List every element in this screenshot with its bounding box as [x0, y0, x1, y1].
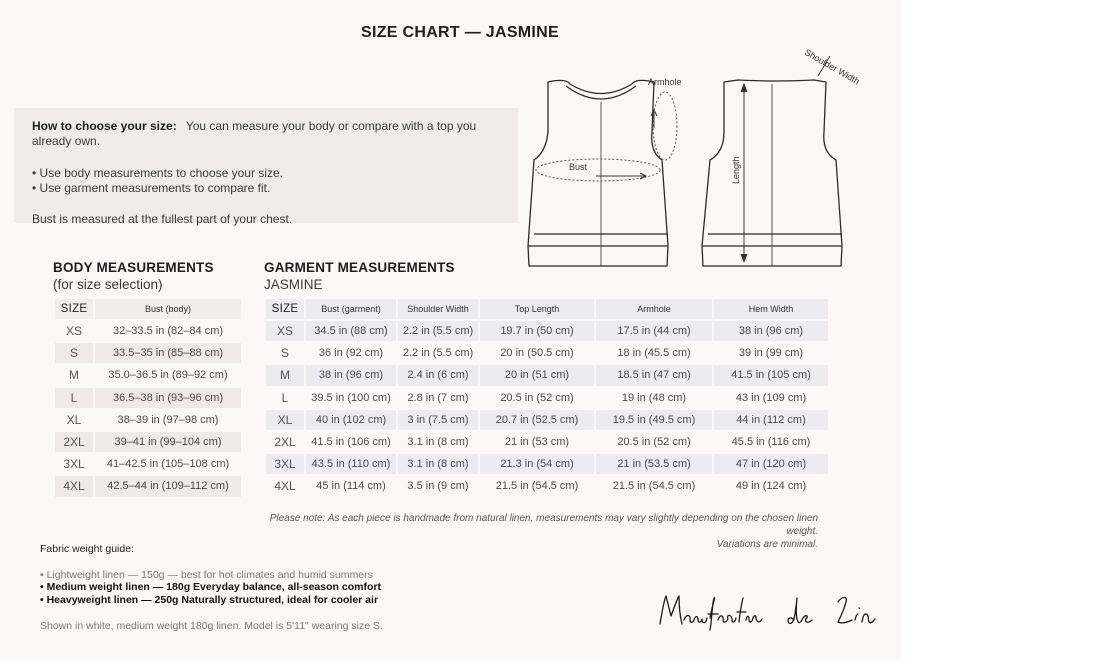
- table-row: [55, 365, 241, 385]
- shoulder-width-cell: 3 in (7.5 cm): [398, 410, 478, 430]
- table-row: [55, 388, 241, 408]
- top-length-cell: 20.7 in (52.5 cm): [480, 410, 594, 430]
- shoulder-width-cell: 2.8 in (7 cm): [407, 391, 469, 404]
- size-cell: XS: [266, 321, 304, 341]
- hem-width-cell: 39 in (99 cm): [738, 347, 804, 360]
- table-row: [55, 432, 241, 452]
- top-length-cell: 21.3 in (54 cm): [480, 454, 594, 474]
- armhole-cell: 17.5 in (44 cm): [596, 321, 712, 341]
- bust-garment-cell: 39.5 in (100 cm): [311, 391, 391, 404]
- column-header: SIZE: [55, 299, 93, 319]
- top-length-cell: 21 in (53 cm): [504, 436, 570, 449]
- size-cell: 2XL: [55, 432, 93, 452]
- fabric-weight-guide: [40, 543, 383, 633]
- fabric-light-item: • Lightweight linen — 150g — best for hot climates and humid summers: [40, 568, 373, 581]
- bust-garment-cell: 41.5 in (106 cm): [311, 436, 391, 449]
- howto-lead: How to choose your size:: [32, 119, 177, 133]
- table-row: [266, 410, 828, 430]
- table-row: [55, 321, 241, 341]
- armhole-cell: 18 in (45.5 cm): [617, 347, 691, 360]
- hem-width-cell: 43 in (109 cm): [735, 391, 807, 404]
- howto-bullet: • Use garment measurements to compare fit.: [32, 181, 271, 195]
- size-cell: 4XL: [274, 479, 296, 494]
- hem-width-cell: 49 in (124 cm): [735, 480, 807, 493]
- top-length-cell: 19.7 in (50 cm): [480, 321, 594, 341]
- howto-intro-line: [32, 119, 518, 149]
- armhole-cell: 19.5 in (49.5 cm): [596, 410, 712, 430]
- table-row: [266, 476, 828, 496]
- hem-width-cell: 38 in (96 cm): [714, 321, 828, 341]
- page-title: SIZE CHART — JASMINE: [360, 24, 559, 41]
- shoulder-width-cell: 2.2 in (5.5 cm): [402, 347, 474, 360]
- bust-body-cell: 35.0–36.5 in (89–92 cm): [108, 369, 228, 382]
- table-row: [266, 388, 828, 408]
- bust-garment-cell: 45 in (114 cm): [316, 480, 386, 493]
- garment-measurements-subtitle: JASMINE: [264, 277, 323, 292]
- bust-garment-cell: 36 in (92 cm): [318, 347, 384, 360]
- armhole-label: Armhole: [648, 77, 682, 87]
- body-measurements-subtitle: (for size selection): [53, 277, 163, 292]
- armhole-cell: 21.5 in (54.5 cm): [612, 480, 696, 493]
- table-row: [266, 321, 828, 341]
- shoulder-width-label: Shoulder Width: [803, 47, 862, 87]
- size-cell: XL: [66, 412, 82, 427]
- bust-garment-cell: 38 in (96 cm): [306, 365, 396, 385]
- bust-body-cell: 38–39 in (97–98 cm): [117, 413, 219, 426]
- table-row: [55, 410, 241, 430]
- garment-measurements-title: GARMENT MEASUREMENTS: [264, 260, 455, 275]
- bust-body-cell: 41–42.5 in (105–108 cm): [106, 458, 230, 471]
- bust-garment-cell: 34.5 in (88 cm): [306, 321, 396, 341]
- bust-body-cell: 42.5–44 in (109–112 cm): [95, 476, 241, 496]
- top-length-cell: 21.5 in (54.5 cm): [495, 480, 579, 493]
- column-header: SIZE: [266, 299, 304, 319]
- top-length-cell: 20.5 in (52 cm): [500, 391, 574, 404]
- size-cell: L: [55, 388, 93, 408]
- bust-garment-cell: 43.5 in (110 cm): [306, 454, 396, 474]
- shown-in-note: Shown in white, medium weight 180g linen. Model is 5'11" wearing size S.: [40, 620, 383, 632]
- table-row: [266, 454, 828, 474]
- bust-body-cell: 32–33.5 in (82–84 cm): [112, 325, 224, 338]
- shoulder-width-cell: 2.2 in (5.5 cm): [398, 321, 478, 341]
- body-measurements-title: BODY MEASUREMENTS: [53, 260, 214, 275]
- top-length-cell: 20 in (50.5 cm): [500, 347, 574, 360]
- shoulder-width-cell: 3.5 in (9 cm): [407, 480, 469, 493]
- bust-label: Bust: [569, 162, 588, 172]
- shoulder-width-cell: 3.1 in (8 cm): [407, 436, 469, 449]
- column-header: Shoulder Width: [398, 299, 478, 319]
- column-header: Bust (body): [95, 299, 241, 319]
- size-cell: S: [55, 343, 93, 363]
- armhole-cell: 21 in (53.5 cm): [596, 454, 712, 474]
- size-cell: M: [69, 368, 79, 383]
- size-cell: L: [281, 390, 289, 405]
- column-header: Armhole: [596, 299, 712, 319]
- note-line: Please note: As each piece is handmade from natural linen, measurements may vary slightly depending on the chosen linen weight.: [269, 513, 818, 537]
- fabric-heavy-item: • Heavyweight linen — 250g Naturally structured, ideal for cooler air: [40, 593, 379, 606]
- size-cell: S: [280, 346, 289, 361]
- column-header: Hem Width: [714, 299, 828, 319]
- hem-width-cell: 47 in (120 cm): [714, 454, 828, 474]
- how-to-choose-box: [14, 108, 518, 226]
- bust-garment-cell: 40 in (102 cm): [306, 410, 396, 430]
- garment-measurements-table: [264, 297, 830, 499]
- garment-diagram: [526, 46, 876, 276]
- hem-width-cell: 44 in (112 cm): [714, 410, 828, 430]
- body-measurements-table: [53, 297, 243, 499]
- table-row: [55, 454, 241, 474]
- fabric-medium-item: • Medium weight linen — 180g Everyday balance, all-season comfort: [40, 581, 381, 593]
- armhole-cell: 18.5 in (47 cm): [596, 365, 712, 385]
- size-cell: 3XL: [63, 457, 85, 472]
- size-cell: M: [266, 365, 304, 385]
- table-row: [266, 365, 828, 385]
- howto-bullet: • Use body measurements to choose your size.: [32, 166, 283, 180]
- size-cell: 3XL: [266, 454, 304, 474]
- column-header: Bust (garment): [306, 299, 396, 319]
- bust-body-cell: 36.5–38 in (93–96 cm): [95, 388, 241, 408]
- bust-body-cell: 33.5–35 in (85–88 cm): [95, 343, 241, 363]
- table-row: [55, 476, 241, 496]
- armhole-cell: 20.5 in (52 cm): [617, 436, 691, 449]
- hem-width-cell: 41.5 in (105 cm): [714, 365, 828, 385]
- bust-body-cell: 39–41 in (99–104 cm): [95, 432, 241, 452]
- size-cell: 2XL: [274, 435, 296, 450]
- table-row: [55, 343, 241, 363]
- shoulder-width-cell: 2.4 in (6 cm): [398, 365, 478, 385]
- size-cell: 4XL: [55, 476, 93, 496]
- table-row: [266, 432, 828, 452]
- shoulder-width-cell: 3.1 in (8 cm): [398, 454, 478, 474]
- column-header: Top Length: [480, 299, 594, 319]
- armhole-cell: 19 in (48 cm): [621, 391, 687, 404]
- hem-width-cell: 45.5 in (116 cm): [731, 436, 811, 449]
- table-row: [266, 343, 828, 363]
- howto-intro: You can measure your body or compare with a top you already own.: [32, 119, 477, 148]
- length-label: Length: [731, 156, 741, 184]
- fabric-guide-heading: Fabric weight guide:: [40, 543, 134, 555]
- top-length-cell: 20 in (51 cm): [480, 365, 594, 385]
- size-cell: XL: [266, 410, 304, 430]
- brand-signature: [656, 590, 886, 634]
- size-cell: XS: [65, 324, 82, 339]
- howto-footer: Bust is measured at the fullest part of your chest.: [32, 212, 293, 226]
- note-line: Variations are minimal.: [716, 539, 818, 550]
